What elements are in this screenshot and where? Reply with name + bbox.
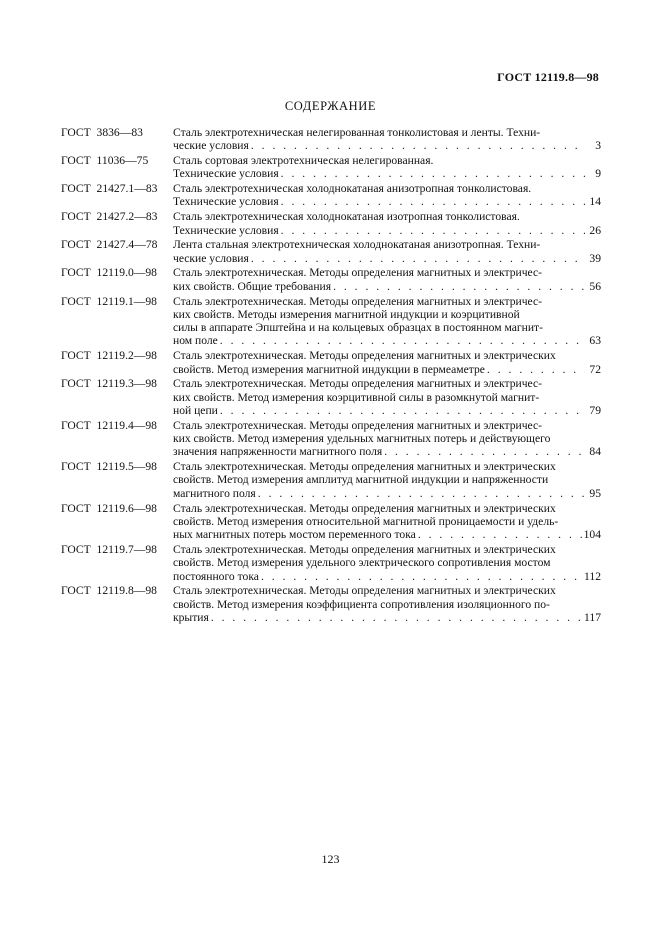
entry-title-text: Сталь сортовая электротехническая нелегированная. bbox=[173, 154, 434, 168]
standard-code: ГОСТ 12119.5—98 bbox=[61, 460, 157, 474]
entry-title bbox=[173, 543, 601, 583]
entry-title-text: ческие условия bbox=[173, 139, 249, 153]
entry-title-text: постоянного тока bbox=[173, 569, 259, 583]
entry-title-line bbox=[173, 515, 601, 528]
toc-entry bbox=[61, 238, 601, 265]
entry-title-text: Сталь электротехническая. Методы определения магнитных и электрических bbox=[173, 542, 556, 556]
entry-title-line bbox=[173, 543, 601, 556]
entry-title-text: Лента стальная электротехническая холоднокатаная анизотропная. Техни- bbox=[173, 238, 541, 252]
entry-title-line bbox=[173, 139, 601, 152]
toc-entry bbox=[61, 154, 601, 181]
standard-code: ГОСТ 12119.4—98 bbox=[61, 418, 157, 432]
toc-entry bbox=[61, 210, 601, 237]
entry-title-text: ких свойств. Методы измерения магнитной индукции и коэрцитивной bbox=[173, 307, 520, 321]
entry-page-number: 14 bbox=[589, 195, 601, 209]
toc-entry bbox=[61, 584, 601, 624]
entry-title-text: ких свойств. Метод измерения удельных магнитных потерь и действующего bbox=[173, 432, 551, 446]
entry-title-text: Технические условия bbox=[173, 167, 279, 181]
entry-title-text: значения напряженности магнитного поля bbox=[173, 445, 383, 459]
entry-title bbox=[173, 460, 601, 500]
table-of-contents bbox=[61, 126, 601, 626]
standard-code: ГОСТ 21427.2—83 bbox=[61, 210, 158, 224]
entry-title-line bbox=[173, 334, 601, 347]
dot-leader bbox=[251, 252, 585, 265]
entry-title-line bbox=[173, 252, 601, 265]
entry-title-line bbox=[173, 224, 601, 237]
entry-title-text: Сталь электротехническая. Методы определения магнитных и электрических bbox=[173, 584, 556, 598]
entry-title-text: крытия bbox=[173, 610, 209, 624]
dot-leader bbox=[251, 139, 585, 152]
entry-title-text: Сталь электротехническая. Методы определения магнитных и электрических bbox=[173, 460, 556, 474]
entry-title-line bbox=[173, 502, 601, 515]
entry-page-number: 9 bbox=[595, 167, 601, 181]
entry-title-line bbox=[173, 195, 601, 208]
dot-leader bbox=[487, 363, 585, 376]
entry-title-text: свойств. Метод измерения коэффициента сопротивления изоляционного по- bbox=[173, 597, 550, 611]
entry-title-text: ческие условия bbox=[173, 251, 249, 265]
entry-title-line bbox=[173, 404, 601, 417]
entry-title-text: свойств. Метод измерения относительной магнитной проницаемости и удель- bbox=[173, 514, 559, 528]
entry-title-text: ких свойств. Общие требования bbox=[173, 279, 332, 293]
entry-page-number: 104 bbox=[583, 528, 601, 542]
entry-page-number: 39 bbox=[589, 251, 601, 265]
entry-title-text: магнитного поля bbox=[173, 486, 256, 500]
toc-entry bbox=[61, 182, 601, 209]
entry-page-number: 95 bbox=[589, 486, 601, 500]
entry-title-text: Сталь электротехническая. Методы определения магнитных и электрических bbox=[173, 349, 556, 363]
entry-title-line bbox=[173, 473, 601, 486]
dot-leader bbox=[384, 445, 585, 458]
entry-title-line bbox=[173, 556, 601, 569]
toc-entry bbox=[61, 502, 601, 542]
document-code: ГОСТ 12119.8—98 bbox=[497, 70, 599, 84]
dot-leader bbox=[220, 404, 585, 417]
entry-title-text: ких свойств. Метод измерения коэрцитивной силы в разомкнутой магнит- bbox=[173, 390, 540, 404]
toc-entry bbox=[61, 126, 601, 153]
entry-title-text: ных магнитных потерь мостом переменного тока bbox=[173, 528, 416, 542]
dot-leader bbox=[211, 611, 582, 624]
entry-title-line bbox=[173, 349, 601, 362]
dot-leader bbox=[281, 195, 585, 208]
entry-title-line bbox=[173, 126, 601, 139]
standard-code: ГОСТ 12119.2—98 bbox=[61, 349, 157, 363]
entry-title-text: свойств. Метод измерения удельного электрического сопротивления мостом bbox=[173, 556, 551, 570]
entry-title-text: ном поле bbox=[173, 334, 218, 348]
entry-title-line bbox=[173, 266, 601, 279]
entry-page-number: 72 bbox=[589, 362, 601, 376]
entry-title-text: силы в аппарате Эпштейна и на кольцевых образцах в постоянном магнит- bbox=[173, 321, 543, 335]
dot-leader bbox=[418, 528, 582, 541]
entry-title bbox=[173, 210, 601, 237]
entry-title-line bbox=[173, 377, 601, 390]
entry-title-line bbox=[173, 321, 601, 334]
entry-title-text: Сталь электротехническая. Методы определения магнитных и электричес- bbox=[173, 418, 543, 432]
entry-page-number: 56 bbox=[589, 279, 601, 293]
entry-title-line bbox=[173, 584, 601, 597]
entry-title-text: свойств. Метод измерения амплитуд магнитной индукции и напряженности bbox=[173, 473, 549, 487]
entry-title-text: Сталь электротехническая. Методы определения магнитных и электричес- bbox=[173, 377, 543, 391]
standard-code: ГОСТ 12119.0—98 bbox=[61, 266, 157, 280]
entry-title-line bbox=[173, 154, 601, 167]
entry-title-text: Сталь электротехническая. Методы определения магнитных и электрических bbox=[173, 501, 556, 515]
dot-leader bbox=[261, 570, 582, 583]
standard-code: ГОСТ 12119.7—98 bbox=[61, 542, 157, 556]
toc-entry bbox=[61, 349, 601, 376]
toc-entry bbox=[61, 419, 601, 459]
entry-title-text: Сталь электротехническая холоднокатаная анизотропная тонколистовая. bbox=[173, 182, 532, 196]
entry-title-line bbox=[173, 167, 601, 180]
entry-title-text: Технические условия bbox=[173, 195, 279, 209]
entry-title bbox=[173, 295, 601, 348]
toc-entry bbox=[61, 543, 601, 583]
entry-title-line bbox=[173, 363, 601, 376]
entry-title-text: Сталь электротехническая. Методы определения магнитных и электричес- bbox=[173, 266, 543, 280]
toc-entry bbox=[61, 460, 601, 500]
entry-title-line bbox=[173, 432, 601, 445]
entry-title-line bbox=[173, 280, 601, 293]
entry-title-line bbox=[173, 460, 601, 473]
entry-page-number: 112 bbox=[584, 569, 601, 583]
entry-page-number: 84 bbox=[589, 445, 601, 459]
entry-title-line bbox=[173, 445, 601, 458]
entry-title-text: ной цепи bbox=[173, 403, 218, 417]
entry-page-number: 79 bbox=[589, 403, 601, 417]
dot-leader bbox=[220, 334, 585, 347]
entry-title-line bbox=[173, 598, 601, 611]
dot-leader bbox=[281, 167, 585, 180]
entry-title-line bbox=[173, 210, 601, 223]
entry-title bbox=[173, 377, 601, 417]
standard-code: ГОСТ 12119.6—98 bbox=[61, 501, 157, 515]
standard-code: ГОСТ 11036—75 bbox=[61, 154, 149, 168]
entry-title bbox=[173, 419, 601, 459]
standard-code: ГОСТ 12119.3—98 bbox=[61, 377, 157, 391]
entry-title bbox=[173, 266, 601, 293]
entry-title-text: Технические условия bbox=[173, 223, 279, 237]
entry-title-line bbox=[173, 528, 601, 541]
toc-title: СОДЕРЖАНИЕ bbox=[284, 99, 377, 113]
toc-entry bbox=[61, 295, 601, 348]
entry-title-line bbox=[173, 487, 601, 500]
entry-page-number: 63 bbox=[589, 334, 601, 348]
entry-title bbox=[173, 126, 601, 153]
toc-entry bbox=[61, 377, 601, 417]
entry-title bbox=[173, 349, 601, 376]
entry-title-line bbox=[173, 182, 601, 195]
standard-code: ГОСТ 21427.4—78 bbox=[61, 238, 158, 252]
standard-code: ГОСТ 21427.1—83 bbox=[61, 182, 158, 196]
standard-code: ГОСТ 12119.8—98 bbox=[61, 584, 157, 598]
dot-leader bbox=[258, 487, 585, 500]
toc-entry bbox=[61, 266, 601, 293]
standard-code: ГОСТ 3836—83 bbox=[61, 126, 143, 139]
entry-title-line bbox=[173, 295, 601, 308]
entry-title-text: Сталь электротехническая нелегированная тонколистовая и ленты. Техни- bbox=[173, 126, 541, 139]
entry-title-line bbox=[173, 308, 601, 321]
entry-page-number: 117 bbox=[584, 610, 601, 624]
entry-page-number: 26 bbox=[589, 223, 601, 237]
entry-title-line bbox=[173, 419, 601, 432]
entry-title bbox=[173, 584, 601, 624]
entry-page-number: 3 bbox=[595, 139, 601, 153]
dot-leader bbox=[333, 280, 585, 293]
entry-title-text: свойств. Метод измерения магнитной индукции в пермеаметре bbox=[173, 362, 485, 376]
standard-code: ГОСТ 12119.1—98 bbox=[61, 294, 157, 308]
entry-title bbox=[173, 502, 601, 542]
entry-title bbox=[173, 154, 601, 181]
entry-title bbox=[173, 182, 601, 209]
entry-title-line bbox=[173, 611, 601, 624]
page-number: 123 bbox=[321, 852, 340, 866]
entry-title-line bbox=[173, 391, 601, 404]
entry-title-text: Сталь электротехническая. Методы определения магнитных и электричес- bbox=[173, 294, 543, 308]
entry-title-line bbox=[173, 570, 601, 583]
entry-title-line bbox=[173, 238, 601, 251]
entry-title bbox=[173, 238, 601, 265]
dot-leader bbox=[281, 224, 585, 237]
entry-title-text: Сталь электротехническая холоднокатаная изотропная тонколистовая. bbox=[173, 210, 520, 224]
